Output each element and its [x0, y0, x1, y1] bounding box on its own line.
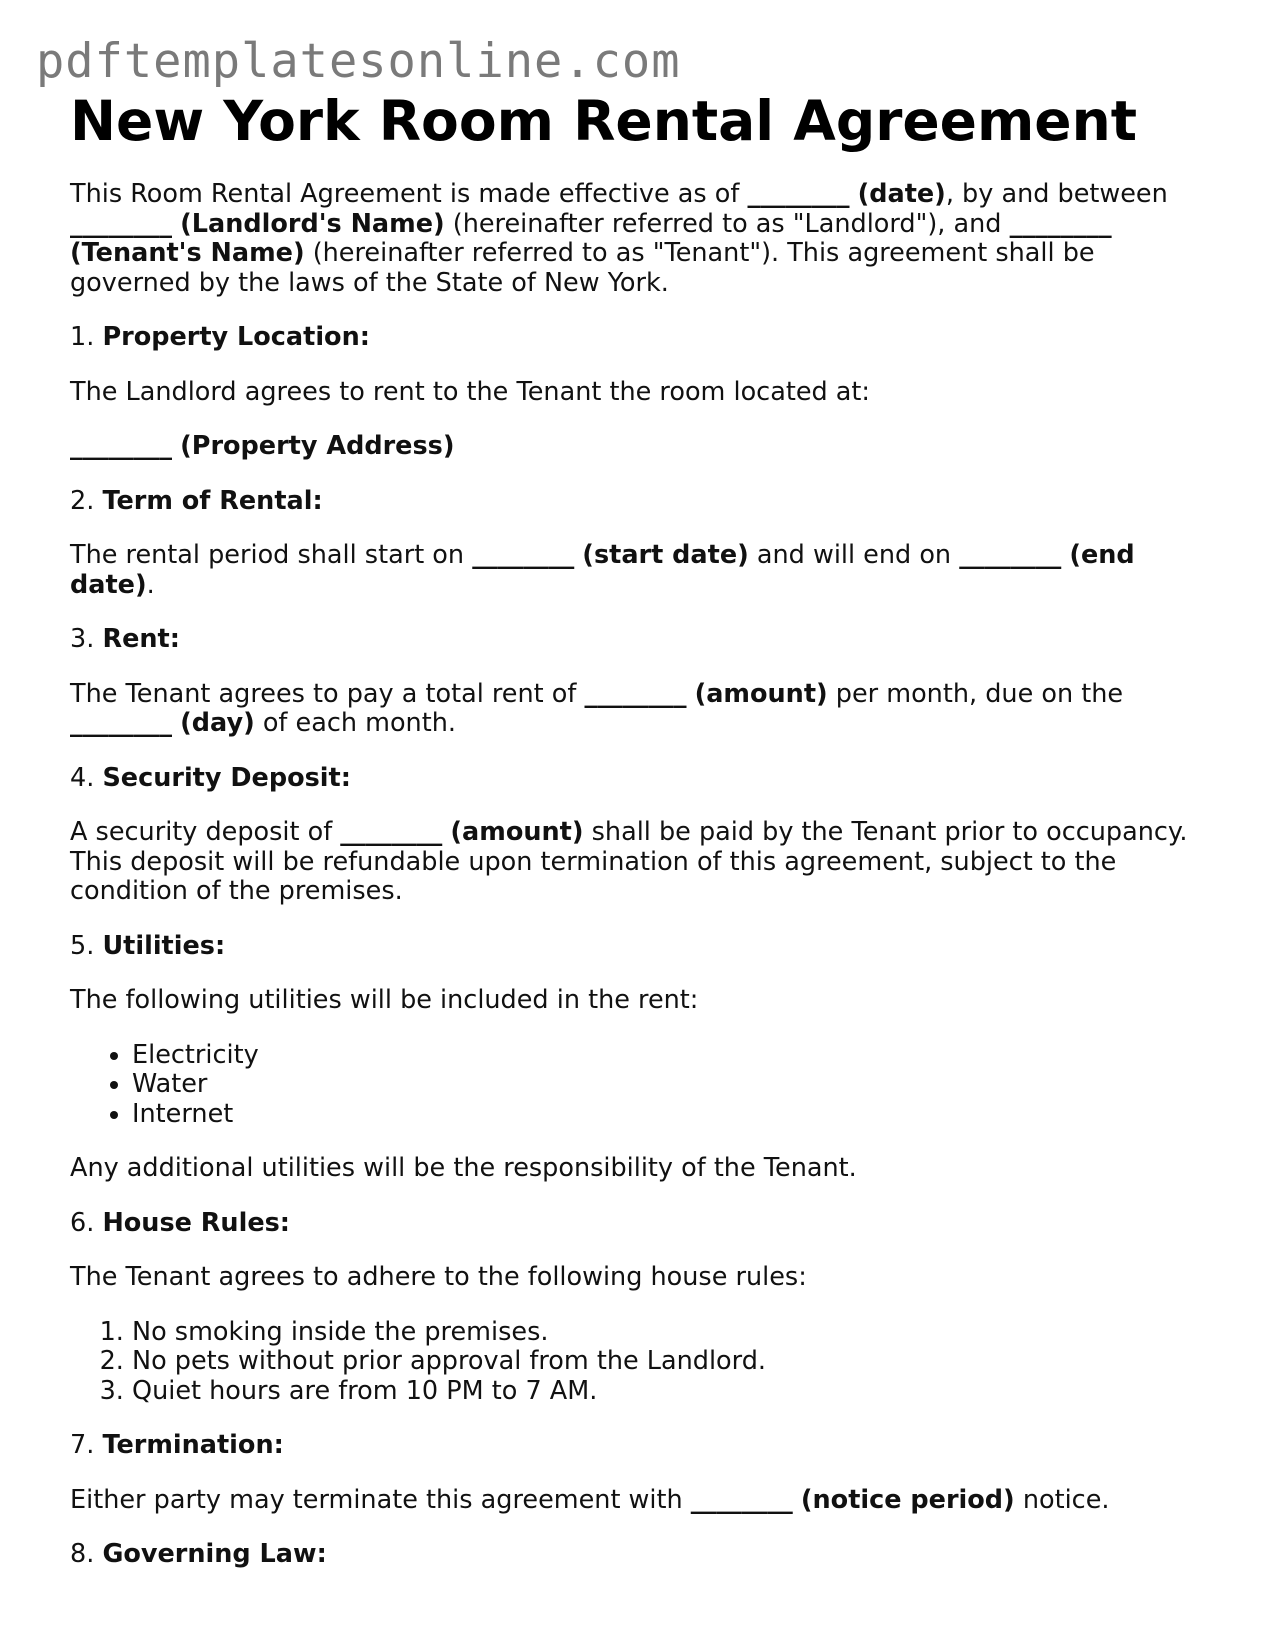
rent-amount-label: (amount)	[694, 678, 828, 709]
section-title: Utilities:	[102, 930, 226, 961]
house-rules-text: The Tenant agrees to adhere to the following house rules:	[70, 1262, 807, 1292]
section-heading-termination	[70, 1431, 1220, 1461]
notice-period-label: (notice period)	[800, 1484, 1015, 1515]
term-text: The rental period shall start on	[70, 540, 473, 570]
section-number: 4.	[70, 762, 103, 793]
blank-tenant: ________	[1009, 208, 1112, 239]
deposit-amount-label: (amount)	[450, 817, 584, 847]
house-rule-item: 2. No pets without prior approval from the Landlord.	[132, 1347, 1220, 1377]
section-number: 8.	[70, 1539, 103, 1569]
section-title: Termination:	[102, 1430, 284, 1460]
section-number: 1.	[70, 322, 103, 352]
document-page	[70, 88, 1220, 1570]
section-heading-house-rules	[70, 1209, 1220, 1239]
blank-start-date: ________	[472, 540, 575, 570]
house-rules-list	[70, 1318, 1220, 1407]
landlord-label: (Landlord's Name)	[180, 208, 445, 239]
blank-rent-amount: ________	[584, 678, 687, 709]
section-title: House Rules:	[102, 1207, 291, 1238]
termination-text: Either party may terminate this agreement with	[70, 1484, 691, 1515]
deposit-paragraph	[70, 818, 1220, 907]
blank-deposit-amount: ________	[340, 817, 443, 847]
term-text: and will end on	[748, 540, 960, 570]
section-title: Governing Law:	[102, 1539, 327, 1569]
blank-notice-period: ________	[690, 1484, 793, 1515]
rent-day-label: (day)	[180, 708, 255, 738]
term-text: .	[146, 569, 155, 600]
section-heading-security-deposit	[70, 764, 1220, 794]
intro-text: (hereinafter referred to as "Landlord"), and	[444, 208, 1010, 239]
address-label: (Property Address)	[180, 431, 455, 461]
utilities-after-text: Any additional utilities will be the responsibility of the Tenant.	[70, 1153, 857, 1183]
section-title: Property Location:	[102, 322, 370, 352]
blank-date: ________	[747, 179, 850, 209]
utility-item: • Water	[132, 1070, 1220, 1100]
section-heading-term	[70, 487, 1220, 517]
section-number: 7.	[70, 1430, 103, 1460]
blank-rent-day: ________	[70, 708, 172, 738]
rent-text: per month, due on the	[827, 678, 1124, 709]
section-number: 2.	[70, 485, 103, 516]
section-title: Security Deposit:	[102, 762, 351, 793]
start-date-label: (start date)	[582, 540, 749, 570]
section-title: Term of Rental:	[102, 485, 323, 516]
intro-text: (hereinafter referred to as "Tenant"). This agreement shall be governed by the laws of the State of New York.	[70, 238, 1095, 298]
tenant-label: (Tenant's Name)	[70, 238, 305, 268]
section-number: 6.	[70, 1207, 103, 1238]
blank-address: ________	[70, 431, 172, 461]
utility-item: • Internet	[132, 1100, 1220, 1130]
intro-paragraph	[70, 180, 1220, 298]
rent-text: The Tenant agrees to pay a total rent of	[70, 678, 585, 709]
section-heading-governing-law	[70, 1540, 1220, 1570]
intro-text: , by and between	[945, 179, 1168, 209]
termination-paragraph	[70, 1486, 1220, 1516]
section-heading-rent	[70, 625, 1220, 655]
deposit-text: A security deposit of	[70, 817, 341, 847]
termination-text: notice.	[1014, 1484, 1110, 1515]
property-address-line	[70, 432, 1220, 462]
date-label: (date)	[857, 179, 946, 209]
end-date-label: (end date)	[70, 540, 1135, 600]
utility-item: • Electricity	[132, 1041, 1220, 1071]
section-number: 5.	[70, 930, 103, 961]
rent-text: of each month.	[254, 708, 456, 738]
house-rule-item: 3. Quiet hours are from 10 PM to 7 AM.	[132, 1377, 1220, 1407]
intro-text: This Room Rental Agreement is made effective as of	[70, 179, 748, 209]
section-title: Rent:	[102, 624, 180, 654]
blank-end-date: ________	[959, 540, 1062, 570]
section-text: The Landlord agrees to rent to the Tenant the room located at:	[70, 376, 871, 407]
section-number: 3.	[70, 624, 103, 654]
house-rule-item: 1. No smoking inside the premises.	[132, 1318, 1220, 1348]
deposit-text: shall be paid by the Tenant prior to occupancy. This deposit will be refundable upon termination of this agreement, subject to the condition of the premises.	[70, 817, 1188, 906]
section-heading-utilities	[70, 932, 1220, 962]
rent-paragraph	[70, 680, 1220, 739]
term-paragraph	[70, 541, 1220, 600]
document-title: New York Room Rental Agreement	[70, 89, 1138, 153]
section-heading-property-location	[70, 323, 1220, 353]
utilities-list	[70, 1041, 1220, 1130]
watermark: pdftemplatesonline.com	[36, 34, 681, 89]
utilities-text: The following utilities will be included in the rent:	[70, 985, 699, 1015]
blank-landlord: ________	[70, 208, 172, 239]
